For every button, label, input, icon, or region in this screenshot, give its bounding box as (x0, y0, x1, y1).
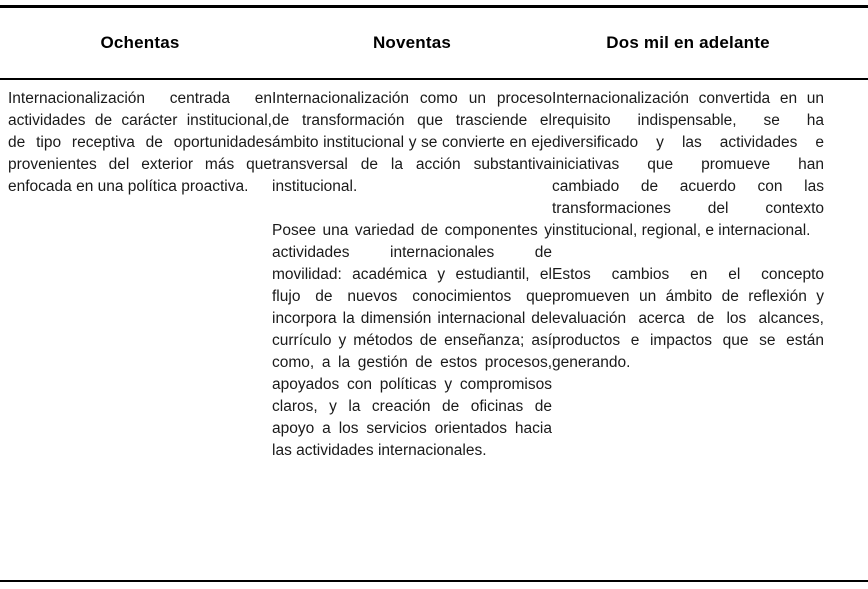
column-header-noventas: Noventas (372, 33, 452, 52)
column-header-ochentas: Ochentas (100, 33, 180, 52)
table-cell-paragraph: Internacionalización convertida en un requisito indispensable, se ha diversificado y las actividades e iniciativas que promueve han cambiado de acuerdo con las transformaciones del contexto institucional, regional, e internacional. (552, 90, 824, 239)
table-cell-ochentas (8, 88, 272, 198)
table-body-row (0, 80, 868, 580)
table-cell-paragraph: Internacionalización centrada en actividades de carácter institucional, de tipo receptiva de oportunidades provenientes del exterior más que enfocada en una política proactiva. (8, 90, 272, 195)
table-border-bottom (0, 580, 868, 582)
table-header-row (0, 8, 868, 78)
table-cell-noventas (272, 88, 552, 462)
table-cell-paragraph: Estos cambios en el concepto promueven un ámbito de reflexión y evaluación acerca de los alcances, productos e impactos que se están generando. (552, 266, 824, 371)
table-cell-paragraph: Internacionalización como un proceso de transformación que trasciende el ámbito institucional y se convierte en eje transversal de la acción substantiva institucional. (272, 90, 552, 195)
column-header-dos-mil-en-adelante: Dos mil en adelante (606, 33, 770, 52)
table-cell-dos-mil-en-adelante (552, 88, 824, 374)
table-cell-paragraph: Posee una variedad de componentes y actividades internacionales de movilidad: académica y estudiantil, el flujo de nuevos conocimientos que incorpora la dimensión internacional del currículo y métodos de enseñanza; así como, a la gestión de estos procesos, apoyados con políticas y compromisos claros, y la creación de oficinas de apoyo a los servicios orientados hacia las actividades internacionales. (272, 222, 552, 459)
